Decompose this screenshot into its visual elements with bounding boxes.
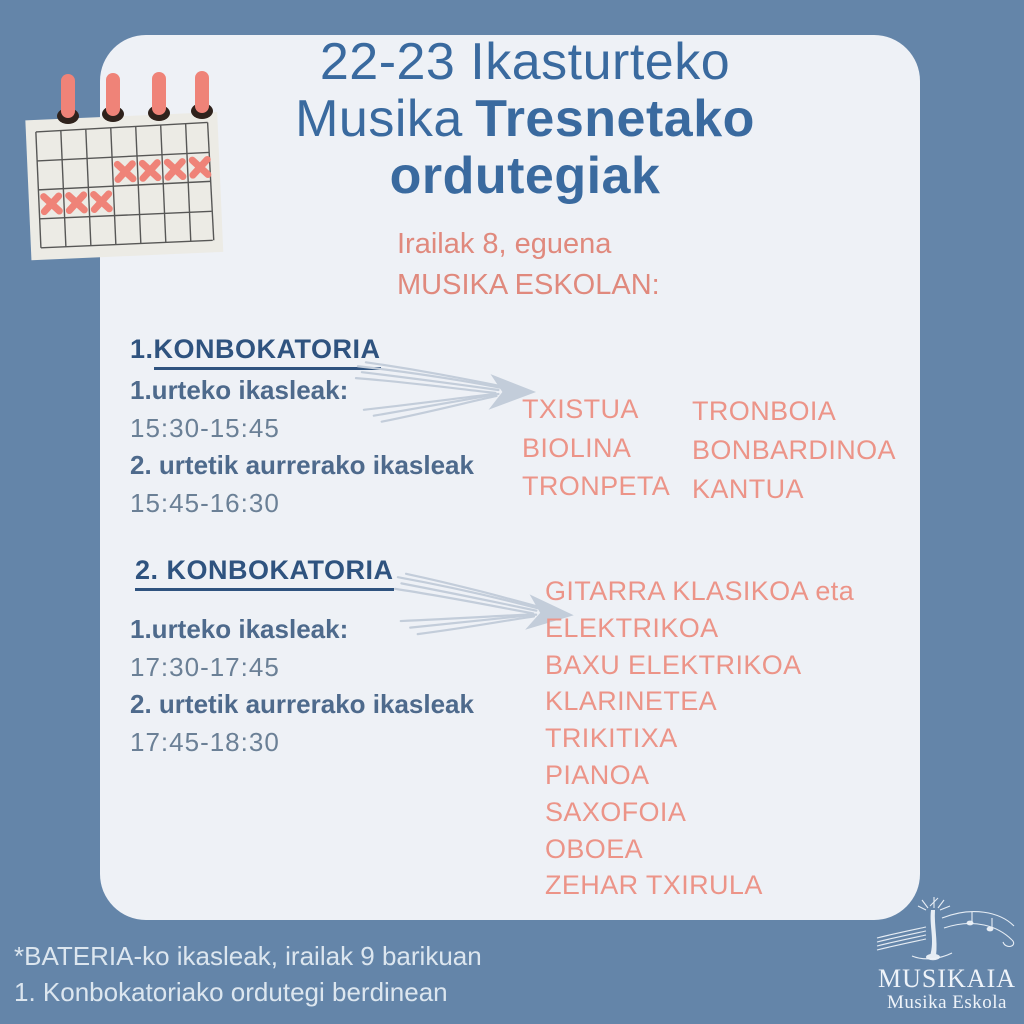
music-tree-icon xyxy=(872,896,1022,968)
instrument-item: ZEHAR TXIRULA xyxy=(545,870,763,901)
instrument-item: GITARRA KLASIKOA eta xyxy=(545,576,855,606)
schedule-time: 17:45-18:30 xyxy=(130,726,280,757)
footer-note-line-2: 1. Konbokatoriako ordutegi berdinean xyxy=(14,977,448,1007)
instrument-item: TRONBOIA xyxy=(692,396,837,426)
event-date: Irailak 8, eguena xyxy=(397,228,612,260)
section-2-instruments xyxy=(545,573,854,904)
schedule-label: 1.urteko ikasleak: xyxy=(130,375,349,405)
instrument-item: SAXOFOIA xyxy=(545,796,687,827)
instrument-item: OBOEA xyxy=(545,833,644,864)
section-1-schedule xyxy=(130,372,474,522)
title-line-1: 22-23 Ikasturteko xyxy=(319,33,731,91)
schedule-time: 15:30-15:45 xyxy=(130,412,280,443)
schedule-time: 15:45-16:30 xyxy=(130,487,280,518)
instrument-item: KLARINETEA xyxy=(545,686,718,717)
calendar-icon xyxy=(12,64,242,264)
section-2-schedule xyxy=(130,611,474,761)
instrument-item: TXISTUA xyxy=(522,394,639,424)
instrument-item: PIANOA xyxy=(545,759,650,790)
instrument-item: BONBARDINOA xyxy=(692,435,896,465)
schedule-label: 2. urtetik aurrerako ikasleak xyxy=(130,450,474,480)
schedule-label: 1.urteko ikasleak: xyxy=(130,614,349,644)
schedule-time: 17:30-17:45 xyxy=(130,651,280,682)
footer-note-line-1: *BATERIA-ko ikasleak, irailak 9 barikuan xyxy=(14,941,482,971)
section-1-heading: 1.KONBOKATORIA xyxy=(130,334,381,365)
instrument-item: BAXU ELEKTRIKOA xyxy=(545,649,802,680)
footer-note xyxy=(14,938,482,1010)
logo-tagline: Musika Eskola xyxy=(887,992,1007,1013)
event-place: MUSIKA ESKOLAN: xyxy=(397,269,660,301)
section-1-instruments-col1 xyxy=(522,390,670,506)
logo-name: MUSIKAIA xyxy=(878,964,1016,993)
instrument-item: ELEKTRIKOA xyxy=(545,612,719,643)
title-line-2: Musika Tresnetako xyxy=(295,90,755,148)
poster-title xyxy=(235,34,815,205)
instrument-item: TRIKITIXA xyxy=(545,723,678,754)
event-subtitle xyxy=(397,224,660,306)
instrument-item: TRONPETA xyxy=(522,471,671,501)
instrument-item: BIOLINA xyxy=(522,432,632,463)
instrument-item: KANTUA xyxy=(692,474,804,504)
section-2-heading: 2. KONBOKATORIA xyxy=(135,555,394,586)
title-line-3: ordutegiak xyxy=(389,147,661,205)
schedule-label: 2. urtetik aurrerako ikasleak xyxy=(130,689,474,719)
section-1-instruments-col2 xyxy=(692,392,896,509)
school-logo xyxy=(872,896,1022,1013)
